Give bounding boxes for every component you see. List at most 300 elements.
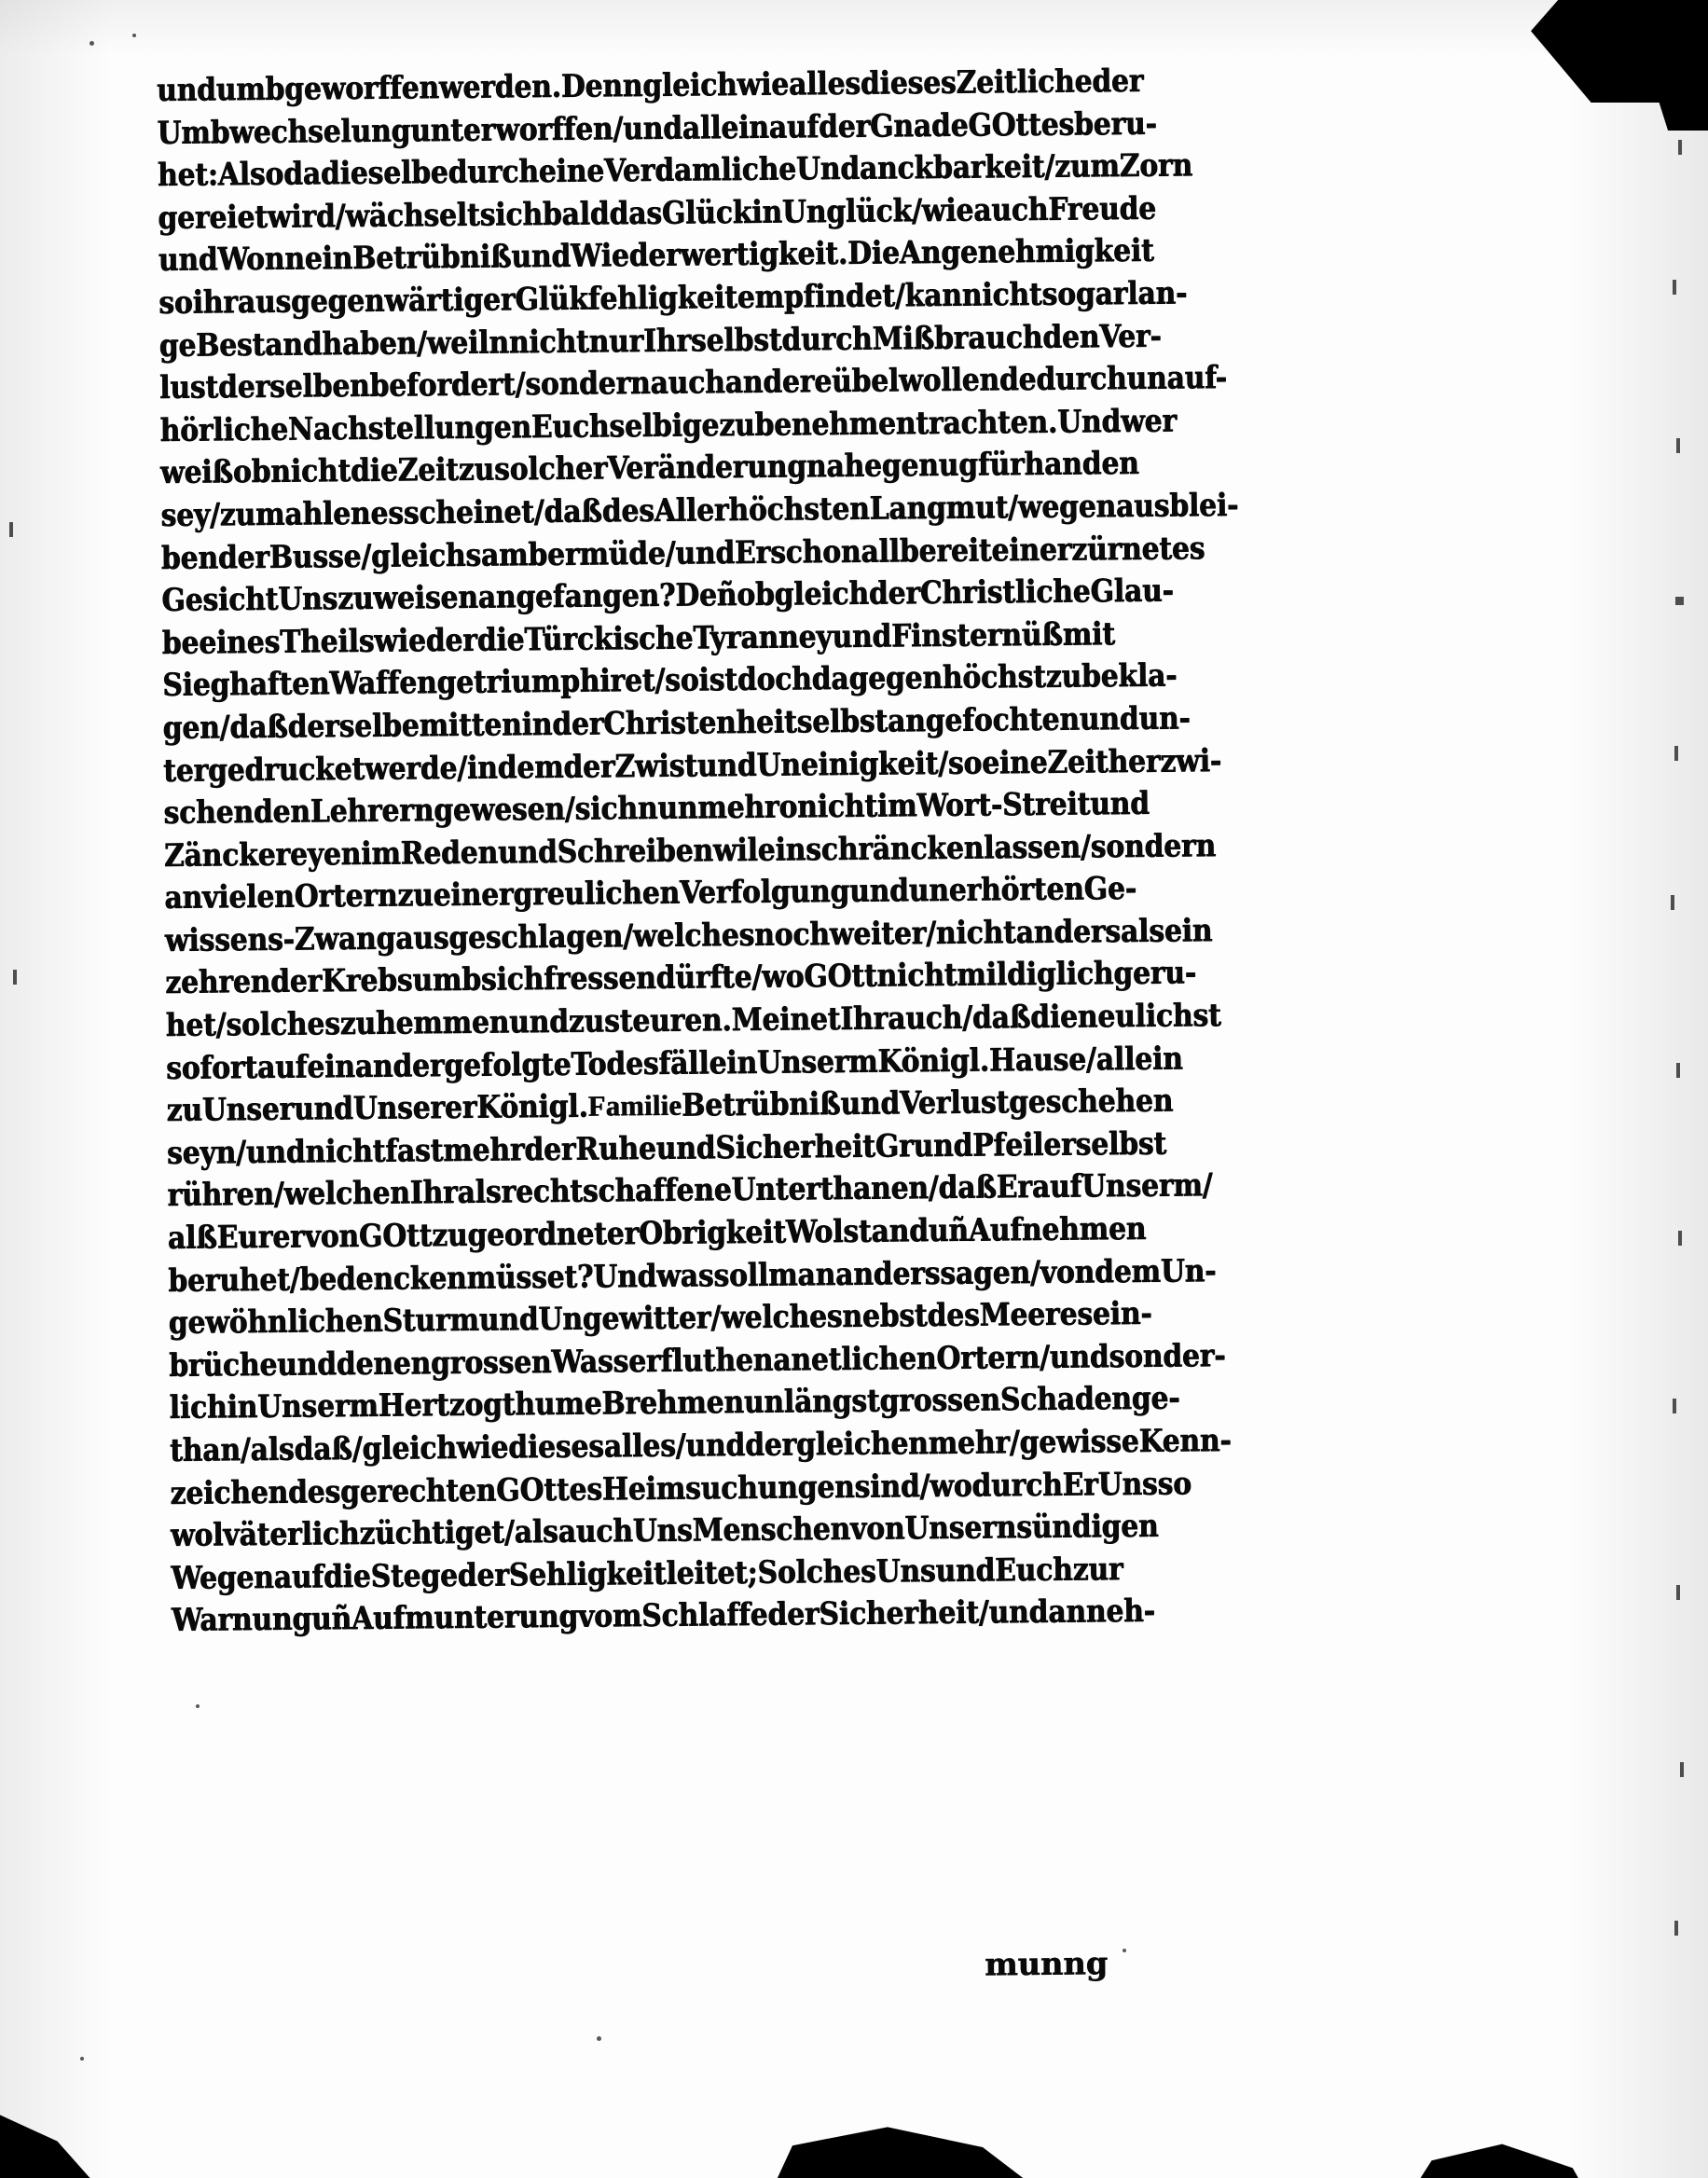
text-word: wie: [921, 191, 974, 228]
text-word: mit: [1062, 614, 1116, 653]
text-word: Un-: [1160, 1251, 1217, 1289]
text-word: un-: [1138, 699, 1191, 737]
text-word: wodurch: [930, 1466, 1063, 1504]
text-word: /: [654, 662, 666, 699]
text-word: grossen: [879, 1381, 1001, 1420]
text-word: allbereit: [861, 531, 992, 570]
page-edge-tick: [1673, 1399, 1676, 1413]
text-word: Also: [217, 155, 284, 193]
page-edge-tick: [13, 970, 17, 985]
text-word: nicht: [508, 323, 589, 360]
text-word: GOttes: [496, 1470, 603, 1509]
text-word: Wort-Streit: [916, 785, 1091, 824]
text-word: gewöhnlichen: [168, 1302, 383, 1342]
text-word: Euch: [530, 407, 610, 445]
text-word: lust: [159, 368, 219, 407]
text-word: wie: [737, 65, 790, 103]
text-word: der: [868, 574, 921, 612]
page-edge-tick: [1674, 746, 1678, 761]
text-word: weiß: [159, 453, 234, 491]
text-word: auf: [768, 107, 820, 145]
text-word: in: [521, 705, 553, 743]
text-word: der: [819, 107, 871, 145]
text-word: zugeordneter: [432, 1215, 640, 1254]
text-word: Unserm: [756, 1042, 878, 1081]
text-word: Verfolgung: [679, 873, 850, 911]
text-word: Ihr: [840, 999, 888, 1038]
text-word: Ruhe: [575, 1129, 657, 1167]
text-word: Uns: [1097, 1465, 1158, 1502]
text-word: Wegen: [171, 1558, 275, 1596]
text-word: des: [927, 1296, 980, 1334]
text-word: so: [158, 283, 193, 321]
text-word: selbst: [796, 702, 888, 740]
text-word: GOtt: [804, 958, 877, 995]
text-word: alles/und: [603, 1427, 746, 1465]
text-word: gewisse: [1019, 1422, 1139, 1461]
text-word: derselben: [217, 366, 370, 406]
text-word: zu: [458, 450, 495, 489]
text-word: werde/indem: [364, 748, 564, 787]
text-word: ausgeschlagen/welches: [395, 916, 755, 957]
text-word: auch: [973, 190, 1049, 228]
text-word: eine: [982, 743, 1048, 781]
text-word: als: [514, 1513, 558, 1551]
text-word: durch: [781, 320, 873, 358]
text-word: da: [283, 155, 322, 192]
text-word: ge-: [1131, 1379, 1180, 1417]
text-word: auf: [256, 1048, 308, 1085]
text-word: auch: [558, 1512, 634, 1551]
text-word: Heimsuchungen: [601, 1468, 855, 1508]
text-word: nunmehro: [637, 788, 798, 827]
text-word: weisen: [373, 578, 479, 616]
text-word: lan-: [1127, 274, 1188, 311]
text-word: Aufmunterung: [351, 1598, 579, 1637]
scan-speckle: [196, 1704, 200, 1708]
text-word: ein: [991, 531, 1040, 568]
text-word: beru-: [1073, 104, 1158, 143]
text-word: hörliche: [159, 410, 289, 448]
text-word: unlängst: [743, 1383, 880, 1421]
text-word: Er: [734, 533, 771, 571]
text-word: dürfte/wo: [655, 958, 805, 997]
text-word: ob: [737, 575, 775, 613]
text-word: vielen: [201, 877, 295, 916]
text-word: und: [849, 872, 910, 910]
text-word: Euch: [995, 1551, 1073, 1589]
text-word: be: [161, 624, 200, 661]
text-word: Glück: [661, 193, 752, 231]
text-word: von: [849, 1509, 905, 1548]
text-word: gleichsamb: [370, 535, 548, 574]
text-word: Ortern: [294, 876, 398, 915]
text-word: bald: [542, 195, 610, 232]
text-word: daß/gleich: [294, 1428, 458, 1468]
text-word: von: [304, 1218, 360, 1255]
text-word: und: [277, 1345, 337, 1383]
scan-speckle: [597, 2036, 601, 2041]
text-word: daß: [229, 708, 288, 746]
text-word: sich: [480, 960, 544, 999]
text-word: bender: [160, 538, 270, 576]
text-word: väterlich: [223, 1515, 360, 1553]
text-word: anders: [835, 1254, 941, 1292]
text-word: ge: [158, 326, 197, 364]
text-word: und: [675, 533, 736, 572]
text-word: selbige: [609, 406, 720, 445]
text-word: und: [655, 1129, 716, 1166]
text-word: die: [476, 620, 525, 658]
text-word: geru-: [1113, 954, 1197, 992]
text-word: ausblei-: [1115, 486, 1239, 525]
text-word: vom: [577, 1597, 642, 1635]
text-word: Denn: [560, 66, 643, 104]
text-word: benehmen: [754, 404, 916, 443]
text-word: Und: [593, 1257, 657, 1295]
text-word: /: [919, 1467, 930, 1504]
text-word: das: [609, 194, 663, 232]
text-word: sich: [574, 790, 639, 827]
text-word: Königl.: [877, 1041, 990, 1080]
text-word: und: [158, 241, 218, 279]
text-word: im: [876, 787, 917, 824]
text-word: Deñ: [675, 576, 737, 613]
text-word: Bestand: [196, 324, 323, 364]
text-word: einer: [433, 875, 514, 914]
text-word: anneh-: [1048, 1592, 1156, 1631]
text-word: Christenheit: [603, 703, 797, 742]
page-edge-tick: [1675, 597, 1684, 605]
text-word: die: [350, 451, 398, 489]
text-word: alß: [167, 1219, 218, 1256]
text-word: zu: [568, 1002, 605, 1040]
text-word: unerhörten: [908, 870, 1084, 909]
text-word: soll: [713, 1256, 769, 1293]
text-word: etlichen: [810, 1339, 937, 1378]
text-word: Zeitliche: [956, 62, 1093, 101]
text-word: seyn: [166, 1134, 237, 1171]
text-word: man: [768, 1255, 836, 1293]
page-edge-tick: [1678, 1231, 1682, 1246]
text-word: an: [773, 1341, 812, 1378]
text-word: Ungewitter: [538, 1299, 711, 1338]
text-word: unauf-: [1126, 359, 1228, 397]
text-word: Königl.: [476, 1087, 589, 1126]
text-word: des: [601, 491, 655, 530]
text-word: Langmut/wegen: [869, 488, 1117, 527]
text-word: Theils: [280, 622, 375, 660]
text-word: der: [524, 1130, 576, 1168]
text-word: dieses: [508, 1427, 605, 1466]
text-word: schen: [163, 793, 255, 832]
text-word: Betrübniß: [352, 238, 512, 277]
text-word: wil: [712, 831, 758, 868]
text-word: Uns: [875, 1551, 936, 1590]
page-edge-tick: [1673, 280, 1676, 295]
text-word: züchtiget: [359, 1513, 505, 1552]
text-word: erzürnetes: [1039, 529, 1205, 568]
text-word: steuren.: [604, 1001, 732, 1040]
text-word: Busse/: [269, 537, 372, 575]
text-word: Krebs: [322, 961, 413, 999]
text-word: werden.: [438, 67, 562, 106]
text-word: zu: [166, 1091, 203, 1129]
text-word: Verlust: [899, 1083, 1010, 1122]
text-word: neulichst: [1077, 997, 1221, 1035]
text-word: der: [563, 747, 615, 785]
text-word: Unterthanen/daß: [731, 1168, 998, 1208]
text-word: wieder: [374, 621, 478, 659]
text-word: Hause/allein: [988, 1040, 1183, 1079]
text-word: ermüde/: [546, 534, 676, 572]
antiqua-word: Familie: [587, 1088, 682, 1123]
text-word: Umbwechselung: [157, 111, 411, 151]
text-word: zu: [397, 876, 434, 914]
text-word: die: [1030, 998, 1079, 1036]
text-word: und: [294, 1090, 354, 1127]
text-word: nicht: [876, 957, 957, 995]
text-word: Türckische: [524, 619, 694, 657]
text-word: gereiet: [158, 198, 269, 236]
text-word: gleich: [774, 574, 870, 613]
text-word: und: [623, 109, 683, 146]
text-word: Wiederwertigkeit.: [570, 235, 848, 275]
text-word: zu: [1045, 657, 1082, 696]
page-edge-tick: [1676, 438, 1680, 453]
text-word: Schaden: [999, 1380, 1133, 1418]
text-word: selbst: [690, 321, 782, 359]
text-word: der: [767, 1595, 820, 1634]
text-word: bekla-: [1081, 656, 1178, 695]
text-word: und: [511, 238, 572, 275]
text-word: es: [370, 494, 405, 531]
scan-speckle: [90, 41, 94, 46]
text-word: solches: [226, 1005, 341, 1043]
text-word: des: [287, 1472, 341, 1510]
text-word: angefangen?: [477, 576, 676, 615]
text-word: leitet;: [666, 1553, 758, 1592]
text-word: dergleichen: [745, 1425, 929, 1464]
text-word: zehrender: [165, 962, 323, 1001]
text-word: Unserer: [352, 1089, 477, 1127]
text-word: Hertzogthume: [378, 1385, 602, 1425]
text-word: anders: [1015, 912, 1122, 951]
text-word: Uns: [632, 1511, 693, 1550]
text-word: Betrübniß: [682, 1085, 841, 1123]
text-word: sagen/von: [940, 1253, 1095, 1291]
text-word: durch: [448, 153, 540, 191]
catchword: munng: [985, 1945, 1109, 1983]
text-word: her: [1108, 742, 1161, 779]
text-word: was: [656, 1256, 714, 1294]
text-word: in: [726, 1043, 758, 1081]
text-word: handen: [1024, 445, 1139, 483]
text-word: mehr: [443, 1131, 525, 1168]
text-word: Unsern: [904, 1509, 1017, 1547]
text-word: zu: [339, 1004, 377, 1042]
text-word: dieses: [860, 63, 957, 102]
text-word: und: [478, 1301, 539, 1338]
text-word: auf: [273, 1558, 324, 1595]
text-word: zu: [337, 579, 374, 617]
text-word: befordert/sondern: [369, 365, 651, 404]
text-word: Und: [1057, 402, 1122, 440]
text-word: grossen: [430, 1343, 552, 1382]
text-word: Freude: [1048, 189, 1157, 227]
text-word: Meinet: [731, 1000, 841, 1039]
text-word: wie: [456, 1428, 509, 1466]
text-word: andere: [724, 363, 833, 401]
text-word: in: [751, 193, 783, 230]
scan-speckle: [80, 2057, 84, 2061]
text-word: Waffen: [329, 664, 437, 702]
text-word: /: [911, 191, 923, 229]
text-word: Finsternüß: [891, 615, 1064, 655]
text-word: und: [497, 833, 558, 871]
text-word: fast: [385, 1131, 444, 1169]
text-word: den: [253, 793, 311, 831]
text-word: Ver-: [1099, 317, 1162, 354]
text-word: durch: [1036, 360, 1127, 398]
page-edge-tick: [1680, 1762, 1684, 1777]
text-word: /: [503, 1513, 516, 1551]
text-word: zur: [1072, 1550, 1123, 1588]
text-word: solcher: [494, 449, 608, 488]
text-word: nebst: [842, 1297, 928, 1335]
text-word: und: [840, 1084, 901, 1123]
text-word: der: [552, 705, 604, 742]
text-word: hemmen: [375, 1003, 510, 1041]
scan-speckle: [132, 34, 136, 37]
text-word: nicht: [270, 452, 351, 490]
text-word: Ihr: [643, 322, 692, 359]
text-word: ihr: [192, 283, 239, 321]
text-word: het:: [157, 156, 219, 194]
page-text-block: [157, 60, 1239, 1642]
text-word: greulichen: [513, 874, 681, 913]
text-word: angefochten: [887, 700, 1081, 739]
text-word: an: [164, 878, 203, 917]
text-word: gar: [1075, 274, 1128, 312]
text-word: kan: [904, 276, 963, 314]
text-word: Unserm/: [1081, 1166, 1213, 1205]
text-word: nicht: [305, 1132, 386, 1170]
text-word: auch/daß: [888, 999, 1031, 1037]
text-word: /: [236, 1133, 247, 1171]
text-line: [171, 1591, 1156, 1642]
text-word: und: [509, 1002, 570, 1041]
text-word: Sturm: [382, 1301, 480, 1339]
text-word: Tyranney: [693, 617, 833, 656]
text-word: allein: [682, 108, 770, 146]
page-edge-shade-left: [0, 0, 112, 2178]
text-word: sonder-: [1109, 1336, 1226, 1375]
text-word: wol: [170, 1516, 224, 1554]
text-word: so: [1157, 1465, 1192, 1502]
text-word: Angenehmigkeit: [899, 232, 1154, 271]
page-edge-tick: [1676, 1585, 1680, 1600]
text-word: Zwist: [614, 746, 698, 784]
page-edge-tick: [1671, 895, 1674, 910]
text-word: Unglück: [781, 192, 913, 230]
text-word: in: [322, 240, 353, 277]
text-word: eines: [199, 623, 281, 661]
text-word: Unserm: [257, 1387, 379, 1426]
text-word: ob: [232, 453, 271, 490]
text-word: und: [157, 71, 217, 108]
text-word: scheinet/daß: [403, 492, 603, 531]
text-word: müsset?: [466, 1258, 594, 1296]
text-word: nahe: [806, 447, 883, 485]
text-word: derselbe: [287, 707, 420, 745]
text-word: Stege: [370, 1556, 459, 1594]
text-word: auf: [1031, 1167, 1082, 1206]
text-word: Eurer: [216, 1218, 305, 1256]
text-word: Ge-: [1083, 870, 1137, 907]
text-word: Reden: [400, 834, 499, 872]
text-word: empfindet: [737, 277, 896, 315]
text-word: Verdamliche: [603, 150, 797, 189]
text-word: Ihr: [409, 1174, 458, 1211]
text-word: Wonne: [217, 240, 323, 278]
text-word: /: [710, 1299, 722, 1336]
text-word: gegenwärtiger: [291, 281, 516, 320]
text-word: und: [1079, 699, 1139, 737]
text-word: im: [361, 834, 401, 872]
text-word: Gesicht: [161, 580, 279, 619]
text-word: fressen: [544, 959, 656, 998]
text-word: Todesfälle: [571, 1043, 727, 1082]
text-word: selbst: [1075, 1124, 1167, 1163]
text-word: geschehen: [1009, 1082, 1174, 1121]
text-word: Wasserfluthen: [551, 1341, 774, 1380]
text-word: Sicherheit/und: [819, 1593, 1049, 1633]
text-word: Obrigkeit: [638, 1213, 787, 1252]
text-word: /: [564, 790, 575, 827]
text-word: mitten: [419, 706, 522, 744]
text-word: Zeit: [397, 451, 460, 489]
text-word: Sehligkeit: [508, 1554, 667, 1593]
text-word: nur: [588, 322, 644, 360]
text-word: mehr/: [928, 1424, 1020, 1462]
text-word: schon: [770, 532, 861, 571]
text-word: dieselbe: [320, 154, 448, 192]
text-word: lich: [169, 1388, 227, 1427]
text-word: Aufnehmen: [968, 1209, 1147, 1248]
text-word: so: [166, 1049, 200, 1086]
text-word: zeichen: [170, 1473, 289, 1511]
text-word: sind: [854, 1467, 920, 1505]
text-word: Die: [847, 234, 901, 272]
text-word: und: [935, 1551, 996, 1589]
text-word: aus: [237, 283, 292, 321]
text-word: als: [457, 1173, 502, 1211]
text-word: trachten.: [916, 403, 1058, 441]
text-word: Menschen: [692, 1510, 851, 1549]
text-word: tergedrucket: [163, 750, 365, 789]
text-word: Zeit: [1047, 742, 1109, 780]
text-word: ein: [1164, 912, 1213, 949]
text-word: GrundPfeiler: [875, 1125, 1076, 1165]
page-edge-shade-right: [1568, 0, 1708, 2178]
text-word: so: [1041, 275, 1077, 312]
text-word: haben/weiln: [322, 323, 510, 362]
text-word: einander: [307, 1046, 445, 1085]
text-word: umbgeworffen: [215, 69, 440, 108]
text-word: Er: [996, 1168, 1033, 1206]
text-word: Meeres: [979, 1295, 1094, 1333]
